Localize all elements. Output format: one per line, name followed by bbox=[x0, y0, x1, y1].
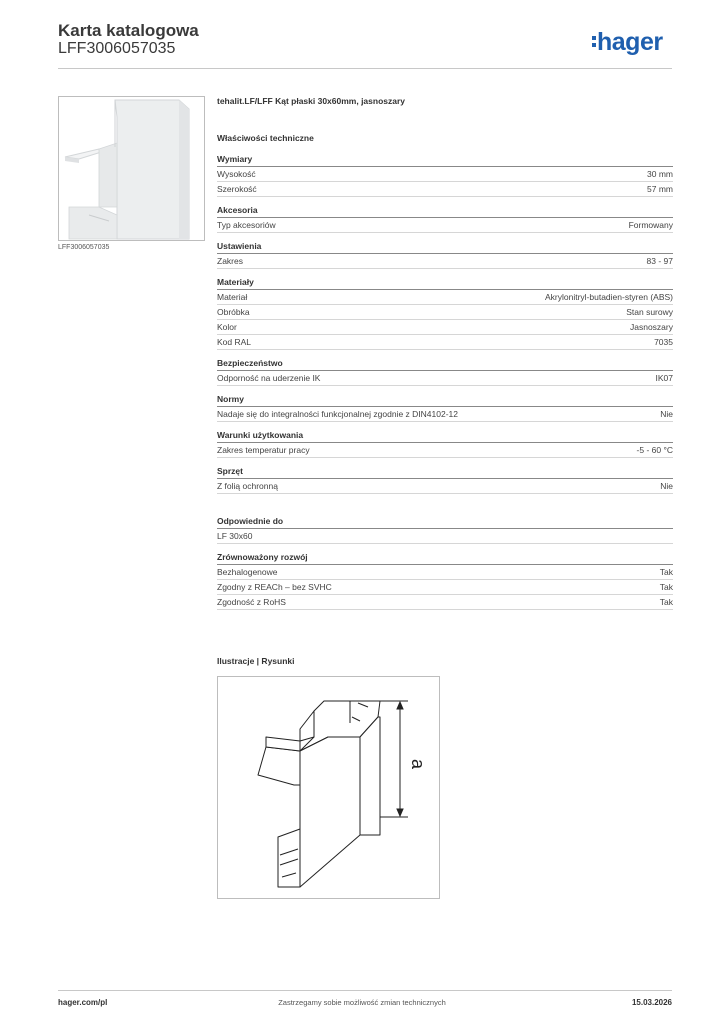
row-label: Materiał bbox=[217, 292, 248, 302]
footer-website-link[interactable]: hager.com/pl bbox=[58, 998, 108, 1007]
table-row bbox=[217, 290, 673, 305]
group-title: Odpowiednie do bbox=[217, 516, 673, 529]
illustrations-heading: Ilustracje | Rysunki bbox=[217, 656, 295, 666]
table-row bbox=[217, 335, 673, 350]
dimension-label: a bbox=[408, 759, 428, 770]
table-row bbox=[217, 479, 673, 494]
footer-divider bbox=[58, 990, 672, 991]
row-label: Zgodny z REACh – bez SVHC bbox=[217, 582, 332, 592]
group-equipment bbox=[217, 466, 673, 494]
table-row bbox=[217, 443, 673, 458]
section-spacer bbox=[217, 502, 673, 516]
row-label: Szerokość bbox=[217, 184, 257, 194]
group-settings bbox=[217, 241, 673, 269]
product-name: tehalit.LF/LFF Kąt płaski 30x60mm, jasnoszary bbox=[217, 96, 406, 106]
row-label: Kolor bbox=[217, 322, 237, 332]
logo-text: hager bbox=[597, 28, 663, 56]
group-accessories bbox=[217, 205, 673, 233]
row-value: 7035 bbox=[654, 337, 673, 347]
row-value: Nie bbox=[660, 481, 673, 491]
row-label: Nadaje się do integralności funkcjonalnej zgodnie z DIN4102-12 bbox=[217, 409, 458, 419]
table-row bbox=[217, 218, 673, 233]
document-title: Karta katalogowa bbox=[58, 21, 199, 40]
table-row bbox=[217, 167, 673, 182]
table-row bbox=[217, 595, 673, 610]
group-materials bbox=[217, 277, 673, 350]
product-details bbox=[217, 96, 673, 618]
row-label: Wysokość bbox=[217, 169, 256, 179]
table-row bbox=[217, 320, 673, 335]
product-photo bbox=[58, 96, 205, 241]
row-label: Typ akcesoriów bbox=[217, 220, 276, 230]
row-label: Zakres temperatur pracy bbox=[217, 445, 310, 455]
table-row bbox=[217, 580, 673, 595]
row-label: Bezhalogenowe bbox=[217, 567, 278, 577]
table-row bbox=[217, 529, 673, 544]
table-row bbox=[217, 254, 673, 269]
row-label: Zgodność z RoHS bbox=[217, 597, 286, 607]
table-row bbox=[217, 371, 673, 386]
row-value: -5 - 60 °C bbox=[636, 445, 673, 455]
row-value: Tak bbox=[659, 597, 673, 607]
photo-caption: LFF3006057035 bbox=[58, 244, 110, 251]
group-suitable-for bbox=[217, 516, 673, 544]
table-row bbox=[217, 305, 673, 320]
group-title: Wymiary bbox=[217, 154, 673, 167]
row-value: Jasnoszary bbox=[630, 322, 673, 332]
technical-properties-heading: Właściwości techniczne bbox=[217, 133, 314, 143]
row-value: Nie bbox=[660, 409, 673, 419]
row-value: Stan surowy bbox=[626, 307, 673, 317]
row-value: 30 mm bbox=[647, 169, 673, 179]
row-value: 83 - 97 bbox=[646, 256, 673, 266]
group-title: Materiały bbox=[217, 277, 673, 290]
logo-dots-icon bbox=[592, 33, 596, 50]
row-value: 57 mm bbox=[647, 184, 673, 194]
group-title: Ustawienia bbox=[217, 241, 673, 254]
row-label: Obróbka bbox=[217, 307, 250, 317]
group-title: Bezpieczeństwo bbox=[217, 358, 673, 371]
row-value: Akrylonitryl-butadien-styren (ABS) bbox=[544, 292, 673, 302]
row-label: Kod RAL bbox=[217, 337, 252, 347]
table-row bbox=[217, 182, 673, 197]
group-safety bbox=[217, 358, 673, 386]
table-row bbox=[217, 565, 673, 580]
row-label: Odporność na uderzenie IK bbox=[217, 373, 321, 383]
group-dimensions bbox=[217, 154, 673, 197]
group-sustainability bbox=[217, 552, 673, 610]
footer-date: 15.03.2026 bbox=[631, 998, 672, 1007]
group-title: Akcesoria bbox=[217, 205, 673, 218]
group-title: Warunki użytkowania bbox=[217, 430, 673, 443]
hager-logo[interactable] bbox=[592, 28, 663, 57]
footer-disclaimer: Zastrzegamy sobie możliwość zmian technicznych bbox=[278, 998, 446, 1007]
row-value: Tak bbox=[659, 582, 673, 592]
group-title: Zrównoważony rozwój bbox=[217, 552, 673, 565]
row-label: Zakres bbox=[217, 256, 243, 266]
product-code: LFF3006057035 bbox=[58, 40, 176, 57]
group-title: Normy bbox=[217, 394, 673, 407]
row-value: IK07 bbox=[655, 373, 673, 383]
technical-drawing bbox=[217, 676, 440, 899]
group-title: Sprzęt bbox=[217, 466, 673, 479]
row-value: Formowany bbox=[628, 220, 673, 230]
header-divider bbox=[58, 68, 672, 69]
table-row bbox=[217, 407, 673, 422]
group-standards bbox=[217, 394, 673, 422]
group-operating-conditions bbox=[217, 430, 673, 458]
row-value: Tak bbox=[659, 567, 673, 577]
row-label: LF 30x60 bbox=[217, 531, 253, 541]
row-label: Z folią ochronną bbox=[217, 481, 278, 491]
